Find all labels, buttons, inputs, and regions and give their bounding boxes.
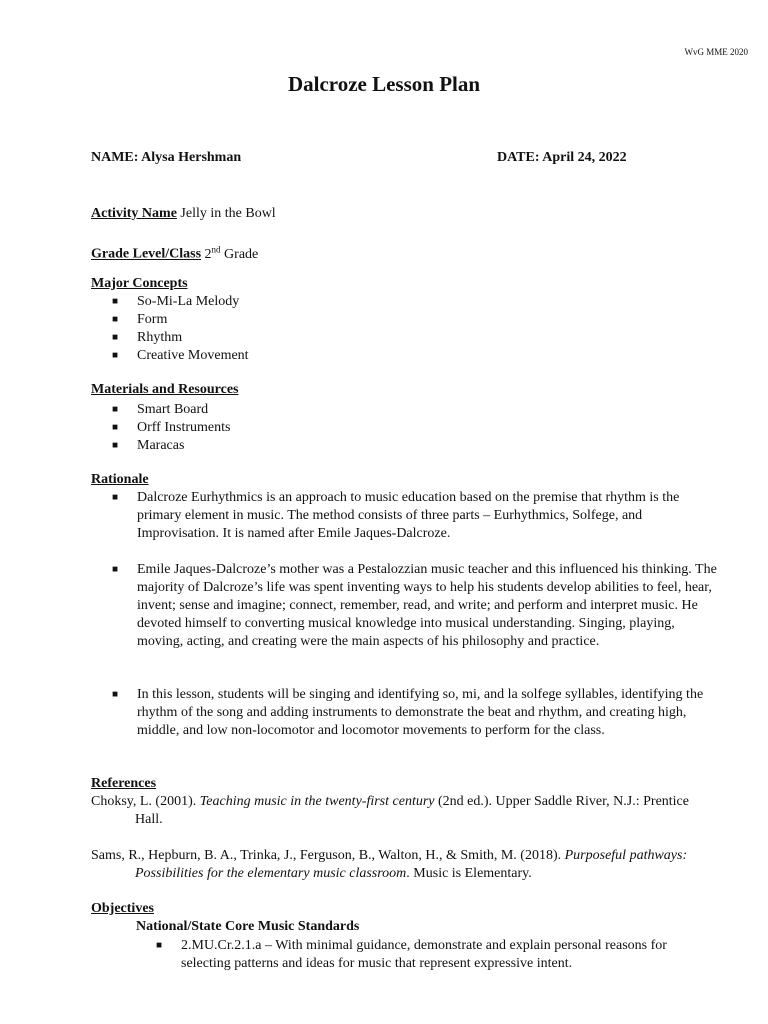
rationale-heading: Rationale bbox=[91, 472, 149, 487]
list-item: ■ Maracas bbox=[112, 438, 185, 453]
bullet-icon: ■ bbox=[112, 332, 119, 343]
rationale-list bbox=[112, 686, 704, 740]
grade-value: 2nd Grade bbox=[204, 244, 259, 262]
name-value: Alysa Hershman bbox=[141, 150, 242, 165]
objectives-list bbox=[156, 937, 676, 973]
activity-field bbox=[91, 205, 276, 223]
materials-heading: Materials and Resources bbox=[91, 382, 239, 397]
objectives-heading: Objectives bbox=[91, 901, 154, 916]
bullet-icon: ■ bbox=[112, 689, 119, 700]
name-label: NAME: bbox=[91, 150, 139, 165]
list-item: ■ Form bbox=[112, 312, 168, 327]
name-line bbox=[91, 150, 241, 166]
list-item: ■ In this lesson, students will be singing and identifying so, mi, and la solfege syllables, identifying the rhythm of the song and adding instruments to demonstrate the beat and rhythm, and creating high, middle, and low non-locomotor and locomotor movements to perform for the class. bbox=[112, 687, 704, 738]
bullet-icon: ■ bbox=[112, 564, 119, 575]
references-heading: References bbox=[91, 776, 157, 791]
list-item: ■ Orff Instruments bbox=[112, 420, 231, 435]
list-item: ■ Rhythm bbox=[112, 330, 183, 345]
bullet-icon: ■ bbox=[112, 422, 119, 433]
major-concepts-list bbox=[112, 293, 692, 365]
list-item: ■ So-Mi-La Melody bbox=[112, 294, 240, 309]
activity-label: Activity Name bbox=[91, 206, 177, 221]
list-item: ■ Smart Board bbox=[112, 402, 209, 417]
header-tag: WvG MME 2020 bbox=[684, 47, 748, 57]
date-line bbox=[497, 150, 627, 166]
bullet-icon: ■ bbox=[112, 350, 119, 361]
list-item: ■ 2.MU.Cr.2.1.a – With minimal guidance, demonstrate and explain personal reasons for selecting patterns and ideas for music that represent expressive intent. bbox=[156, 938, 667, 971]
bullet-icon: ■ bbox=[112, 404, 119, 415]
major-concepts-heading: Major Concepts bbox=[91, 276, 188, 291]
list-item: ■ Creative Movement bbox=[112, 348, 249, 363]
bullet-icon: ■ bbox=[156, 940, 163, 951]
bullet-icon: ■ bbox=[112, 440, 119, 451]
reference-item: Choksy, L. (2001). Teaching music in the twenty-first century (2nd ed.). Upper Saddle River, N.J.: Prentice Hall. bbox=[91, 794, 689, 827]
rationale-list bbox=[112, 561, 717, 651]
list-item: ■ Dalcroze Eurhythmics is an approach to music education based on the premise that rhythm is the primary element in music. The method consists of three parts – Eurhythmics, Solfege, and Improvisation. It is named after Emile Jaques-Dalcroze. bbox=[112, 490, 680, 541]
materials-list bbox=[112, 401, 692, 455]
rationale-list bbox=[112, 489, 692, 543]
date-label: DATE: bbox=[497, 150, 540, 165]
standards-subheading: National/State Core Music Standards bbox=[136, 919, 360, 934]
bullet-icon: ■ bbox=[112, 492, 119, 503]
grade-field bbox=[91, 240, 258, 264]
grade-label: Grade Level/Class bbox=[91, 246, 202, 262]
activity-value: Jelly in the Bowl bbox=[180, 206, 276, 221]
bullet-icon: ■ bbox=[112, 314, 119, 325]
list-item: ■ Emile Jaques-Dalcroze’s mother was a Pestalozzian music teacher and this influenced his thinking. The majority of Dalcroze’s life was spent inventing ways to help his students develop abilities to feel, hear, invent; sense and imagine; connect, remember, read, and write; and perform and interpret music. He devoted himself to converting musical knowledge into musical understanding. Singing, playing, moving, acting, and creating were the main aspects of his philosophy and practice. bbox=[112, 562, 717, 649]
bullet-icon: ■ bbox=[112, 296, 119, 307]
page-title: Dalcroze Lesson Plan bbox=[287, 72, 481, 96]
reference-item: Sams, R., Hepburn, B. A., Trinka, J., Ferguson, B., Walton, H., & Smith, M. (2018). Purposeful pathways: Possibilities for the elementary music classroom. Music is Elementary. bbox=[91, 848, 688, 881]
date-value: April 24, 2022 bbox=[542, 150, 627, 165]
